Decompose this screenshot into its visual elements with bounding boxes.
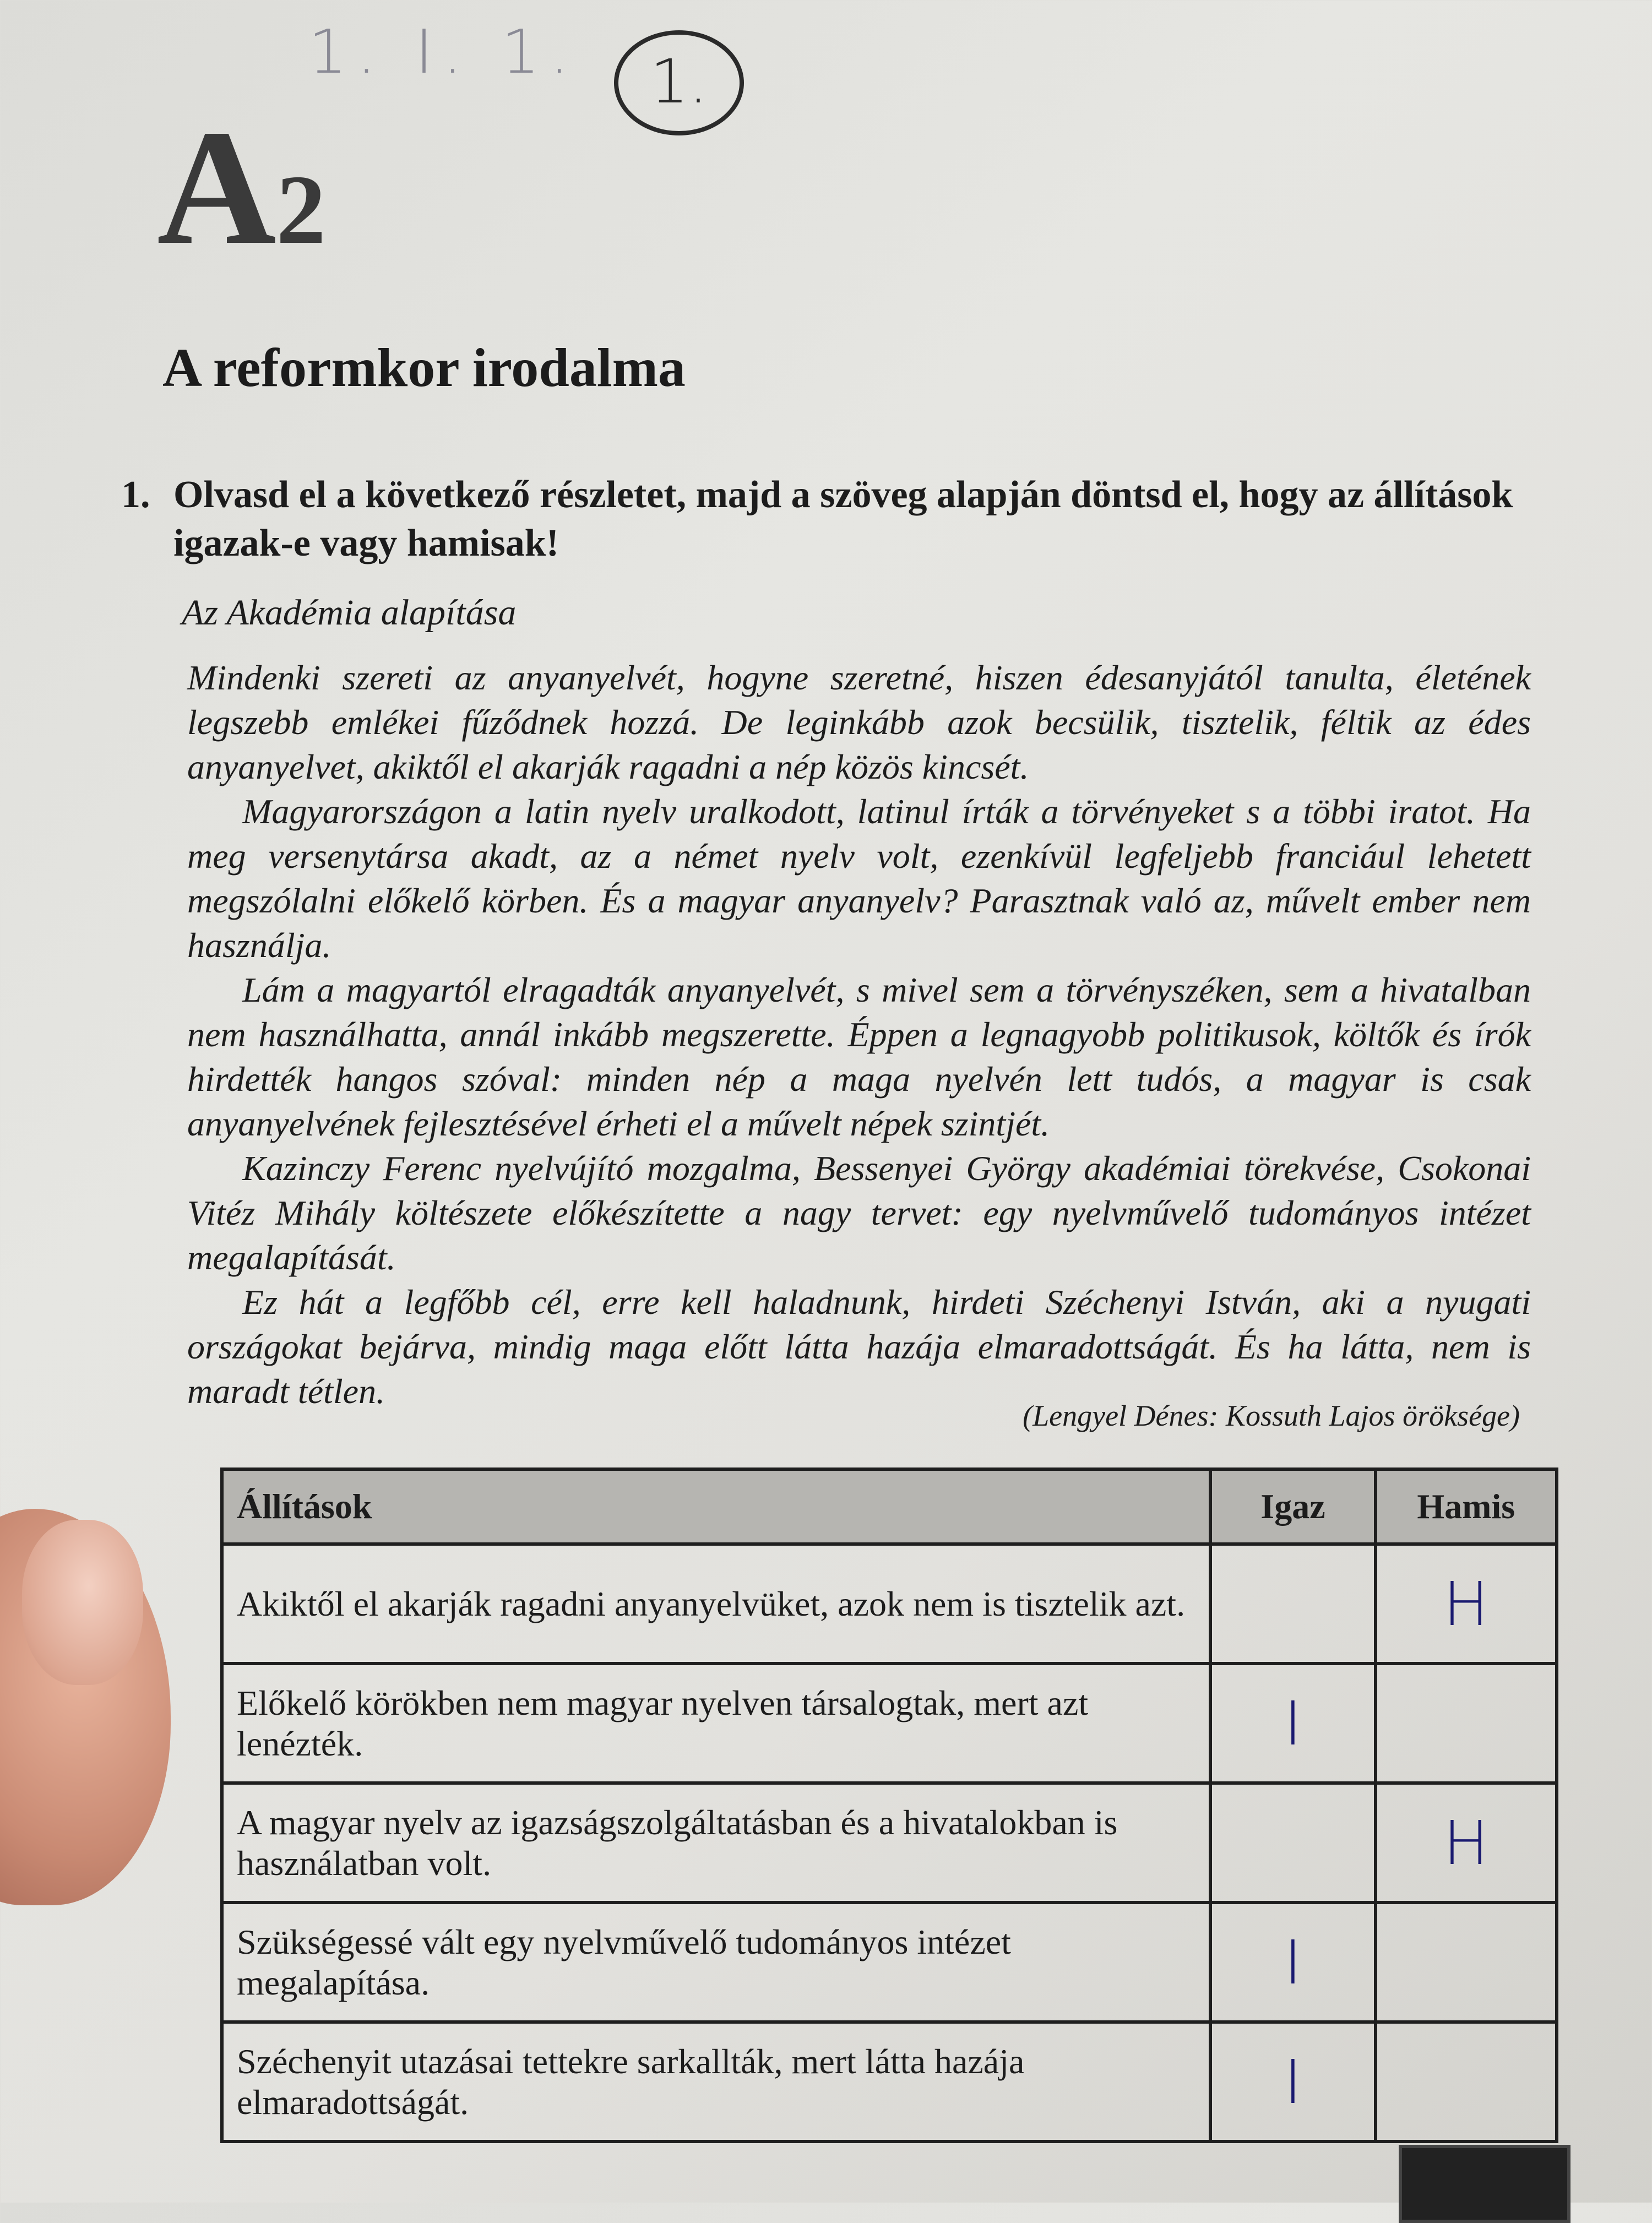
task-instruction (121, 471, 1553, 568)
page-corner-box (1399, 2145, 1571, 2223)
table-row (222, 1783, 1557, 1903)
passage-paragraph: Magyarországon a latin nyelv uralkodott, latinul írták a törvényeket s a többi iratot. Ha meg versenytársa akadt, az a német nyelv volt, ezenkívül legfeljebb franciául lehetett megszólalni előkelő körben. És a magyar anyanyelv? Parasztnak való az, művelt ember nem használja. (187, 792, 1531, 965)
table-row (222, 2022, 1557, 2142)
false-mark-cell[interactable] (1376, 2022, 1557, 2142)
unit-number: 2 (276, 155, 326, 264)
unit-label (157, 96, 326, 279)
unit-letter: A (157, 96, 276, 279)
passage-paragraph: Lám a magyartól elragadták anyanyelvét, s mivel sem a törvényszéken, sem a hivatalban nem használhatta, annál inkább megszerette. Éppen a legnagyobb politikusok, költők és írók hirdették hangos szóval: minden nép a maga nyelvén lett tudós, a magyar is csak anyanyelvének fejlesztésével érheti el a művelt népek szintjét. (187, 970, 1531, 1143)
statement-cell: A magyar nyelv az igazságszolgáltatásban és a hivatalokban is használatban volt. (222, 1783, 1210, 1903)
passage-paragraph: Ez hát a legfőbb cél, erre kell haladnunk, hirdeti Széchenyi István, aki a nyugati országokat bejárva, mindig maga előtt látta hazája elmaradottságát. És ha látta, nem is maradt tétlen. (187, 1282, 1531, 1411)
false-mark-cell[interactable] (1376, 1664, 1557, 1783)
reading-passage (187, 655, 1531, 1414)
header-statements: Állítások (222, 1469, 1210, 1544)
task-number: 1. (121, 474, 150, 516)
false-mark-cell[interactable]: H (1376, 1544, 1557, 1664)
header-false: Hamis (1376, 1469, 1557, 1544)
true-mark-cell[interactable] (1210, 1783, 1375, 1903)
table-row (222, 1544, 1557, 1664)
false-mark-cell[interactable] (1376, 1903, 1557, 2022)
table-header-row (222, 1469, 1557, 1544)
reading-title: Az Akadémia alapítása (182, 593, 517, 633)
lesson-title: A reformkor irodalma (162, 337, 686, 398)
true-mark-cell[interactable]: I (1210, 2022, 1375, 2142)
header-true: Igaz (1210, 1469, 1375, 1544)
false-mark-cell[interactable]: H (1376, 1783, 1557, 1903)
table-row (222, 1664, 1557, 1783)
true-mark-cell[interactable] (1210, 1544, 1375, 1664)
task-text-line1: Olvasd el a következő részletet, majd a szöveg alapján döntsd el, hogy az állítások (173, 474, 1513, 516)
passage-paragraph: Mindenki szereti az anyanyelvét, hogyne szeretné, hiszen édesanyjától tanulta, életének legszebb emlékei fűződnek hozzá. De leginkább azok becsülik, tisztelik, féltik az édes anyanyelvet, akiktől el akarják ragadni a nép közös kincsét. (187, 658, 1531, 786)
statement-cell: Előkelő körökben nem magyar nyelven társalogtak, mert azt lenézték. (222, 1664, 1210, 1783)
thumbnail-highlight (22, 1520, 143, 1685)
passage-paragraph: Kazinczy Ferenc nyelvújító mozgalma, Bessenyei György akadémiai törekvése, Csokonai Vitéz Mihály költészete előkészítette a nagy tervet: egy nyelvművelő tudományos intézet megalapítását. (187, 1149, 1531, 1277)
handwritten-margin-note: 1. I. 1. (308, 17, 579, 87)
statement-cell: Akiktől el akarják ragadni anyanyelvüket, azok nem is tisztelik azt. (222, 1544, 1210, 1664)
task-text-line2: igazak-e vagy hamisak! (173, 522, 559, 564)
statements-table (220, 1467, 1558, 2143)
table-row (222, 1903, 1557, 2022)
true-mark-cell[interactable]: I (1210, 1664, 1375, 1783)
statement-cell: Széchenyit utazásai tettekre sarkallták, mert látta hazája elmaradottságát. (222, 2022, 1210, 2142)
true-mark-cell[interactable]: I (1210, 1903, 1375, 2022)
handwritten-circled-number: 1. (614, 30, 744, 135)
passage-source: (Lengyel Dénes: Kossuth Lajos öröksége) (1023, 1399, 1520, 1432)
statement-cell: Szükségessé vált egy nyelvművelő tudományos intézet megalapítása. (222, 1903, 1210, 2022)
